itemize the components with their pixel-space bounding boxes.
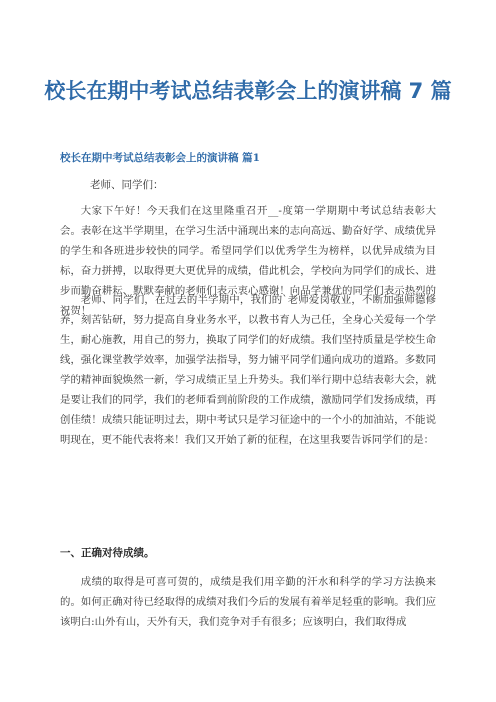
paragraph-2: 老师、同学们，在过去的半学期中，我们的`老师爱岗敬业，不断加强师德修养，刻苦钻研，努力提高自身业务水平，以教书育人为己任，全身心关爱每一个学生，耐心施教，用自己的努力，换取了同学们的好成绩。我们坚持质量是学校生命线，强化课堂教学效率，加强学法指导，努力铺平同学们通向成功的道路。多数同学的精神面貌焕然一新，学习成绩正呈上升势头。我们举行期中总结表彰大会，就是要让我们的同学，我们的老师看到前阶段的工作成绩，激励同学们发扬成绩，再创佳绩！成绩只能证明过去，期中考试只是学习征途中的一个小的加油站，不能说明现在，更不能代表将来！我们又开始了新的征程，在这里我要告诉同学们的是： <box>60 294 436 446</box>
section-subtitle: 校长在期中考试总结表彰会上的演讲稿 篇1 <box>60 152 260 164</box>
paragraph-3: 成绩的取得是可喜可贺的，成绩是我们用辛勤的汗水和科学的学习方法换来的。如何正确对待已经取得的成绩对我们今后的发展有着举足轻重的影响。我们应该明白:山外有山，天外有天，我们竞争对手有很多；应该明白，我们取得成 <box>60 576 436 628</box>
section-heading: 一、正确对待成绩。 <box>60 547 155 559</box>
paragraph-1: 大家下午好！今天我们在这里隆重召开__-度第一学期期中考试总结表彰大会。表彰在这半学期里，在学习生活中涌现出来的志向高远、勤奋好学、成绩优异的学生和各班进步较快的同学。希望同学们以优秀学生为榜样，以优异成绩为目标，奋力拼搏，以取得更大更优异的成绩，借此机会，学校向为同学们的成长、进步而勤奋耕耘、默默奉献的老师们表示衷心感谢！向品学兼优的同学们表示热烈的祝贺！ <box>60 205 436 317</box>
greeting: 老师、同学们： <box>90 179 164 191</box>
document-title: 校长在期中考试总结表彰会上的演讲稿 7 篇 <box>44 79 452 103</box>
